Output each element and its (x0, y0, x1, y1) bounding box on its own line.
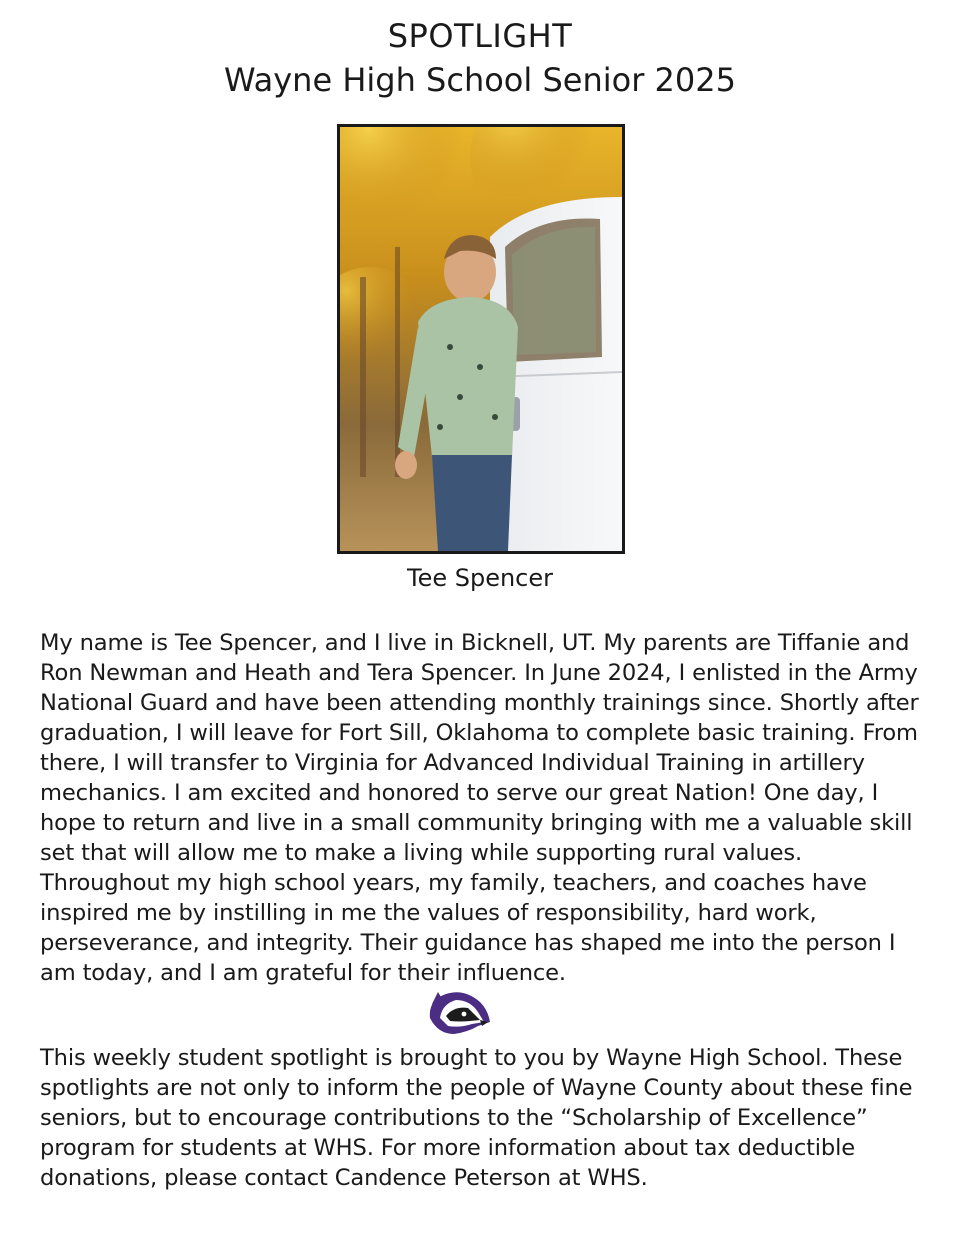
page-header (0, 14, 960, 102)
student-portrait-illustration (340, 127, 622, 551)
student-bio: My name is Tee Spencer, and I live in Bicknell, UT. My parents are Tiffanie and Ron Newman and Heath and Tera Spencer. In June 2024, I enlisted in the Army National Guard and have been attending monthly trainings since. Shortly after graduation, I will leave for Fort Sill, Oklahoma to complete basic training. From there, I will transfer to Virginia for Advanced Individual Training in artillery mechanics. I am excited and honored to serve our great Nation! One day, I hope to return and live in a small community bringing with me a valuable skill set that will allow me to make a living while supporting rural values. Throughout my high school years, my family, teachers, and coaches have inspired me by instilling in me the values of responsibility, hard work, perseverance, and integrity. Their guidance has shaped me into the person I am today, and I am grateful for their influence. (40, 630, 919, 986)
badger-mascot-icon (424, 988, 492, 1040)
student-name: Tee Spencer (406, 564, 553, 592)
student-photo (337, 124, 625, 554)
page-subtitle: Wayne High School Senior 2025 (224, 61, 736, 99)
sponsor-note: This weekly student spotlight is brought to you by Wayne High School. These spotlights are not only to inform the people of Wayne County about these fine seniors, but to encourage contributions to the “Scholarship of Excellence” program for students at WHS. For more information about tax deductible donations, please contact Candence Peterson at WHS. (40, 1045, 913, 1191)
page-title: SPOTLIGHT (387, 17, 573, 55)
